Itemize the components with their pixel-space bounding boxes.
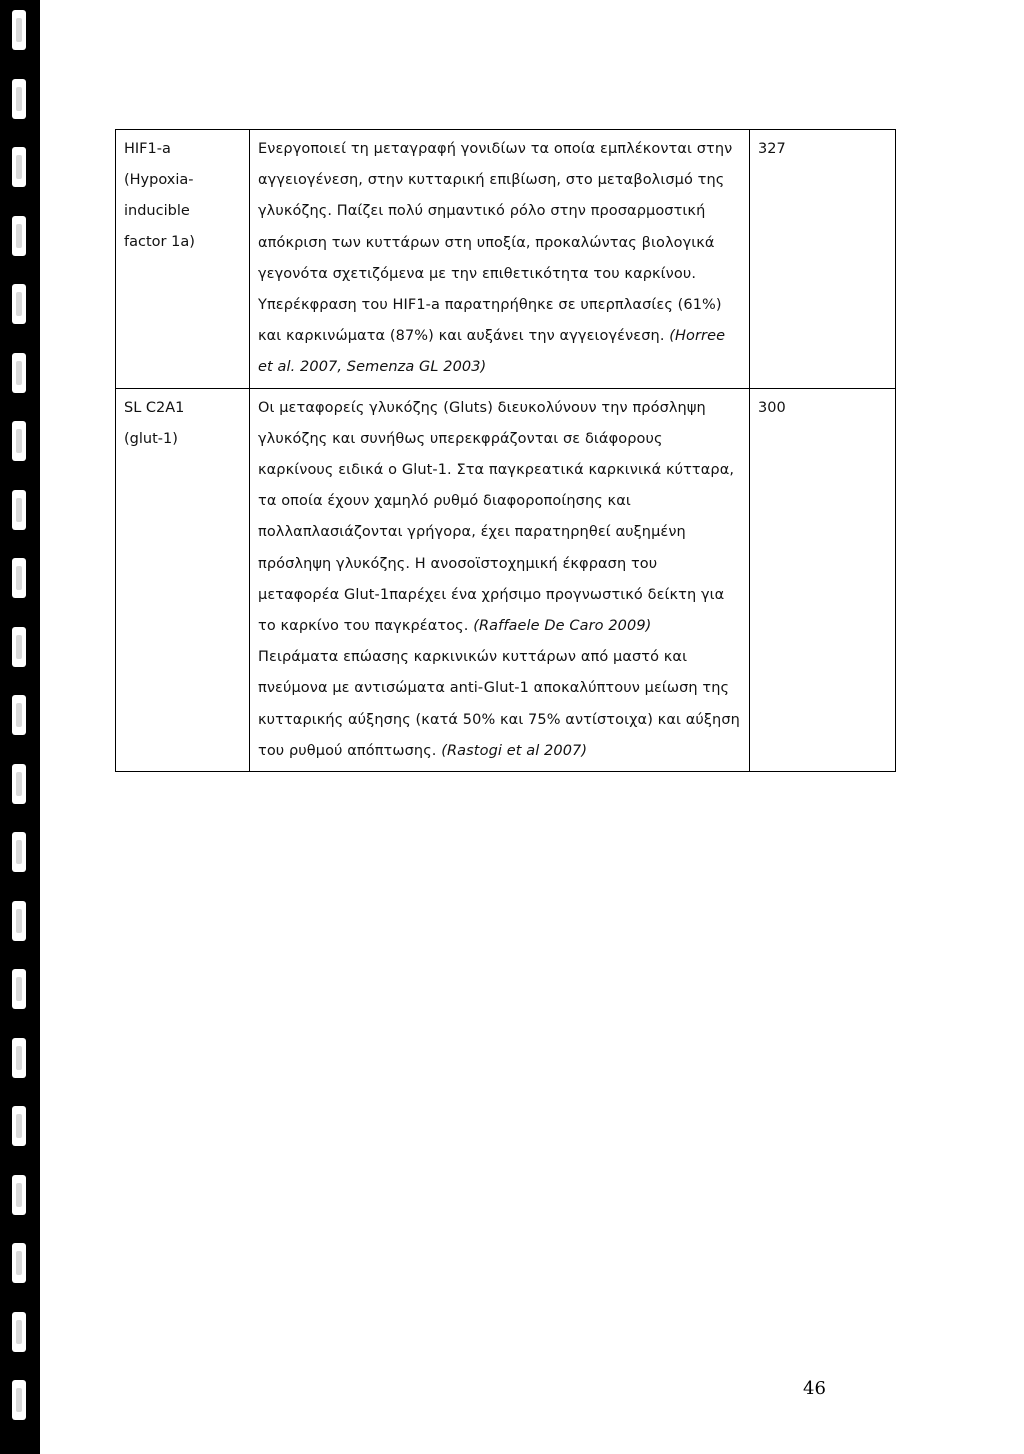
gene-name-line: inducible (124, 203, 190, 219)
binding-hole (12, 901, 26, 941)
description-text: Ενεργοποιεί τη μεταγραφή γονιδίων τα οποία εμπλέκονται στην αγγειογένεση, στην κυτταρική επιβίωση, στο μεταβολισμό της γλυκόζης. Παίζει πολύ σημαντικό ρόλο στην προσαρμοστική απόκριση των κυττάρων στη υποξία, προκαλώντας βιολογικά γεγονότα σχετιζόμενα με την επιθετικότητα του καρκίνου. (258, 141, 733, 282)
page-number: 46 (803, 1378, 826, 1399)
gene-name-line: HIF1-a (124, 141, 171, 157)
table-row (116, 388, 896, 771)
binding-hole (12, 969, 26, 1009)
binding-hole (12, 1038, 26, 1078)
binding-hole (12, 353, 26, 393)
description-cell (250, 130, 750, 389)
gene-name-cell (116, 130, 250, 389)
binding-hole (12, 832, 26, 872)
gene-name-line: (glut-1) (124, 430, 178, 447)
description-text: Πειράματα επώασης καρκινικών κυττάρων από μαστό και πνεύμονα με αντισώματα anti-Glut-1 αποκαλύπτουν μείωση της κυτταρικής αύξησης (κατά 50% και 75% αντίστοιχα) και αύξηση του ρυθμού απόπτωσης. (258, 649, 740, 759)
description-paragraph (258, 290, 741, 384)
description-paragraph (258, 642, 741, 767)
binding-hole (12, 1243, 26, 1283)
description-text: Οι μεταφορείς γλυκόζης (Gluts) διευκολύνουν την πρόσληψη γλυκόζης και συνήθως υπερεκφράζονται σε διάφορους καρκίνους ειδικά ο Glut-1. Στα παγκρεατικά καρκινικά κύτταρα, τα οποία έχουν χαμηλό ρυθμό διαφοροποίησης και πολλαπλασιάζονται γρήγορα, έχει παρατηρηθεί αυξημένη πρόσληψη γλυκόζης. Η ανοσοϊστοχημική έκφραση του μεταφορέα Glut-1παρέχει ένα χρήσιμο προγνωστικό δείκτη για το καρκίνο του παγκρέατος. (258, 399, 735, 635)
description-paragraph (258, 393, 741, 643)
gene-name-line: factor 1a) (124, 234, 195, 250)
binding-hole (12, 558, 26, 598)
description-cell (250, 388, 750, 771)
number-cell: 327 (750, 130, 896, 389)
number-cell: 300 (750, 388, 896, 771)
binding-hole (12, 216, 26, 256)
binding-hole (12, 1312, 26, 1352)
description-paragraph (258, 134, 741, 290)
binding-hole (12, 1380, 26, 1420)
binding-hole (12, 695, 26, 735)
binding-hole (12, 627, 26, 667)
gene-name-line: SL C2A1 (124, 399, 185, 416)
binding-hole (12, 147, 26, 187)
gene-name-line: (Hypoxia- (124, 172, 194, 188)
gene-table (115, 129, 896, 772)
binding-hole (12, 1175, 26, 1215)
binding-hole (12, 421, 26, 461)
gene-name-cell (116, 388, 250, 771)
binding-holes-strip (0, 0, 40, 1454)
reference-citation: (Rastogi et al 2007) (441, 742, 588, 759)
reference-citation: (Raffaele De Caro 2009) (473, 618, 652, 635)
binding-hole (12, 284, 26, 324)
reference-citation: (Horree et al. 2007, Semenza GL 2003) (258, 328, 726, 376)
binding-hole (12, 79, 26, 119)
binding-hole (12, 764, 26, 804)
binding-hole (12, 490, 26, 530)
binding-hole (12, 1106, 26, 1146)
table-row (116, 130, 896, 389)
description-text: Υπερέκφραση του HIF1-a παρατηρήθηκε σε υπερπλασίες (61%) και καρκινώματα (87%) και αυξάνει την αγγειογένεση. (258, 297, 722, 345)
binding-hole (12, 10, 26, 50)
